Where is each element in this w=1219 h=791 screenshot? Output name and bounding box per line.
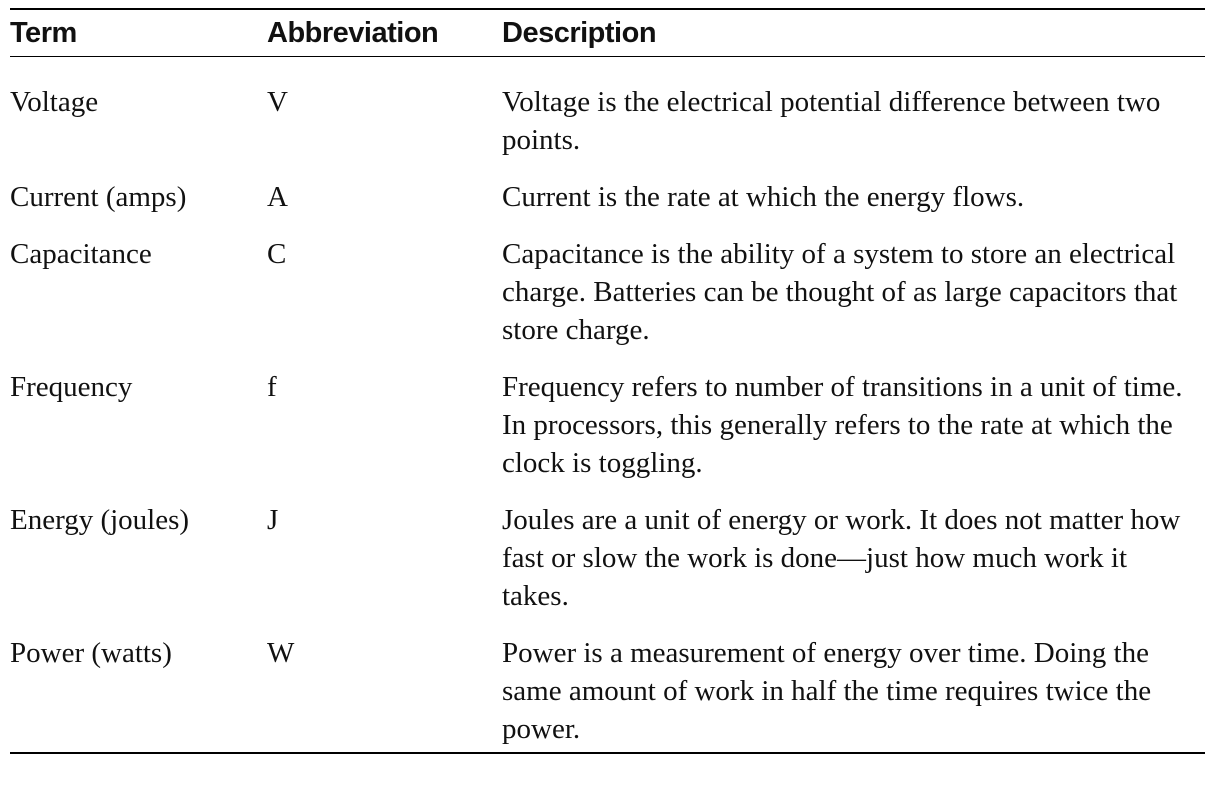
table-row bbox=[10, 235, 1205, 349]
description-cell: Power is a measurement of energy over time. Doing the same amount of work in half the time requires twice the power. bbox=[502, 637, 1152, 745]
table-bottom-rule bbox=[10, 752, 1205, 754]
table-row bbox=[10, 368, 1205, 482]
header-description: Description bbox=[502, 17, 657, 49]
abbreviation-cell: C bbox=[267, 238, 287, 270]
term-cell: Frequency bbox=[10, 371, 133, 403]
abbreviation-cell: V bbox=[267, 86, 288, 118]
abbreviation-cell: J bbox=[267, 504, 279, 536]
term-cell: Power (watts) bbox=[10, 637, 172, 669]
abbreviation-cell: W bbox=[267, 637, 295, 669]
terms-table bbox=[10, 8, 1205, 754]
description-cell: Frequency refers to number of transitions in a unit of time. In processors, this generally refers to the rate at which the clock is toggling. bbox=[502, 371, 1183, 479]
description-cell: Current is the rate at which the energy flows. bbox=[502, 181, 1025, 213]
term-cell: Voltage bbox=[10, 86, 99, 118]
table-row bbox=[10, 634, 1205, 748]
description-cell: Joules are a unit of energy or work. It does not matter how fast or slow the work is done—just how much work it takes. bbox=[502, 504, 1181, 612]
header-abbreviation: Abbreviation bbox=[267, 17, 439, 49]
term-cell: Capacitance bbox=[10, 238, 152, 270]
term-cell: Energy (joules) bbox=[10, 504, 190, 536]
term-cell: Current (amps) bbox=[10, 181, 187, 213]
description-cell: Voltage is the electrical potential difference between two points. bbox=[502, 86, 1161, 156]
table-header bbox=[10, 10, 1205, 56]
header-term: Term bbox=[10, 17, 77, 49]
table-body bbox=[10, 57, 1205, 752]
table-row bbox=[10, 501, 1205, 615]
table-row bbox=[10, 178, 1205, 216]
table-row bbox=[10, 83, 1205, 159]
abbreviation-cell: A bbox=[267, 181, 288, 213]
description-cell: Capacitance is the ability of a system to store an electrical charge. Batteries can be thought of as large capacitors that store charge. bbox=[502, 238, 1178, 346]
abbreviation-cell: f bbox=[267, 371, 277, 403]
